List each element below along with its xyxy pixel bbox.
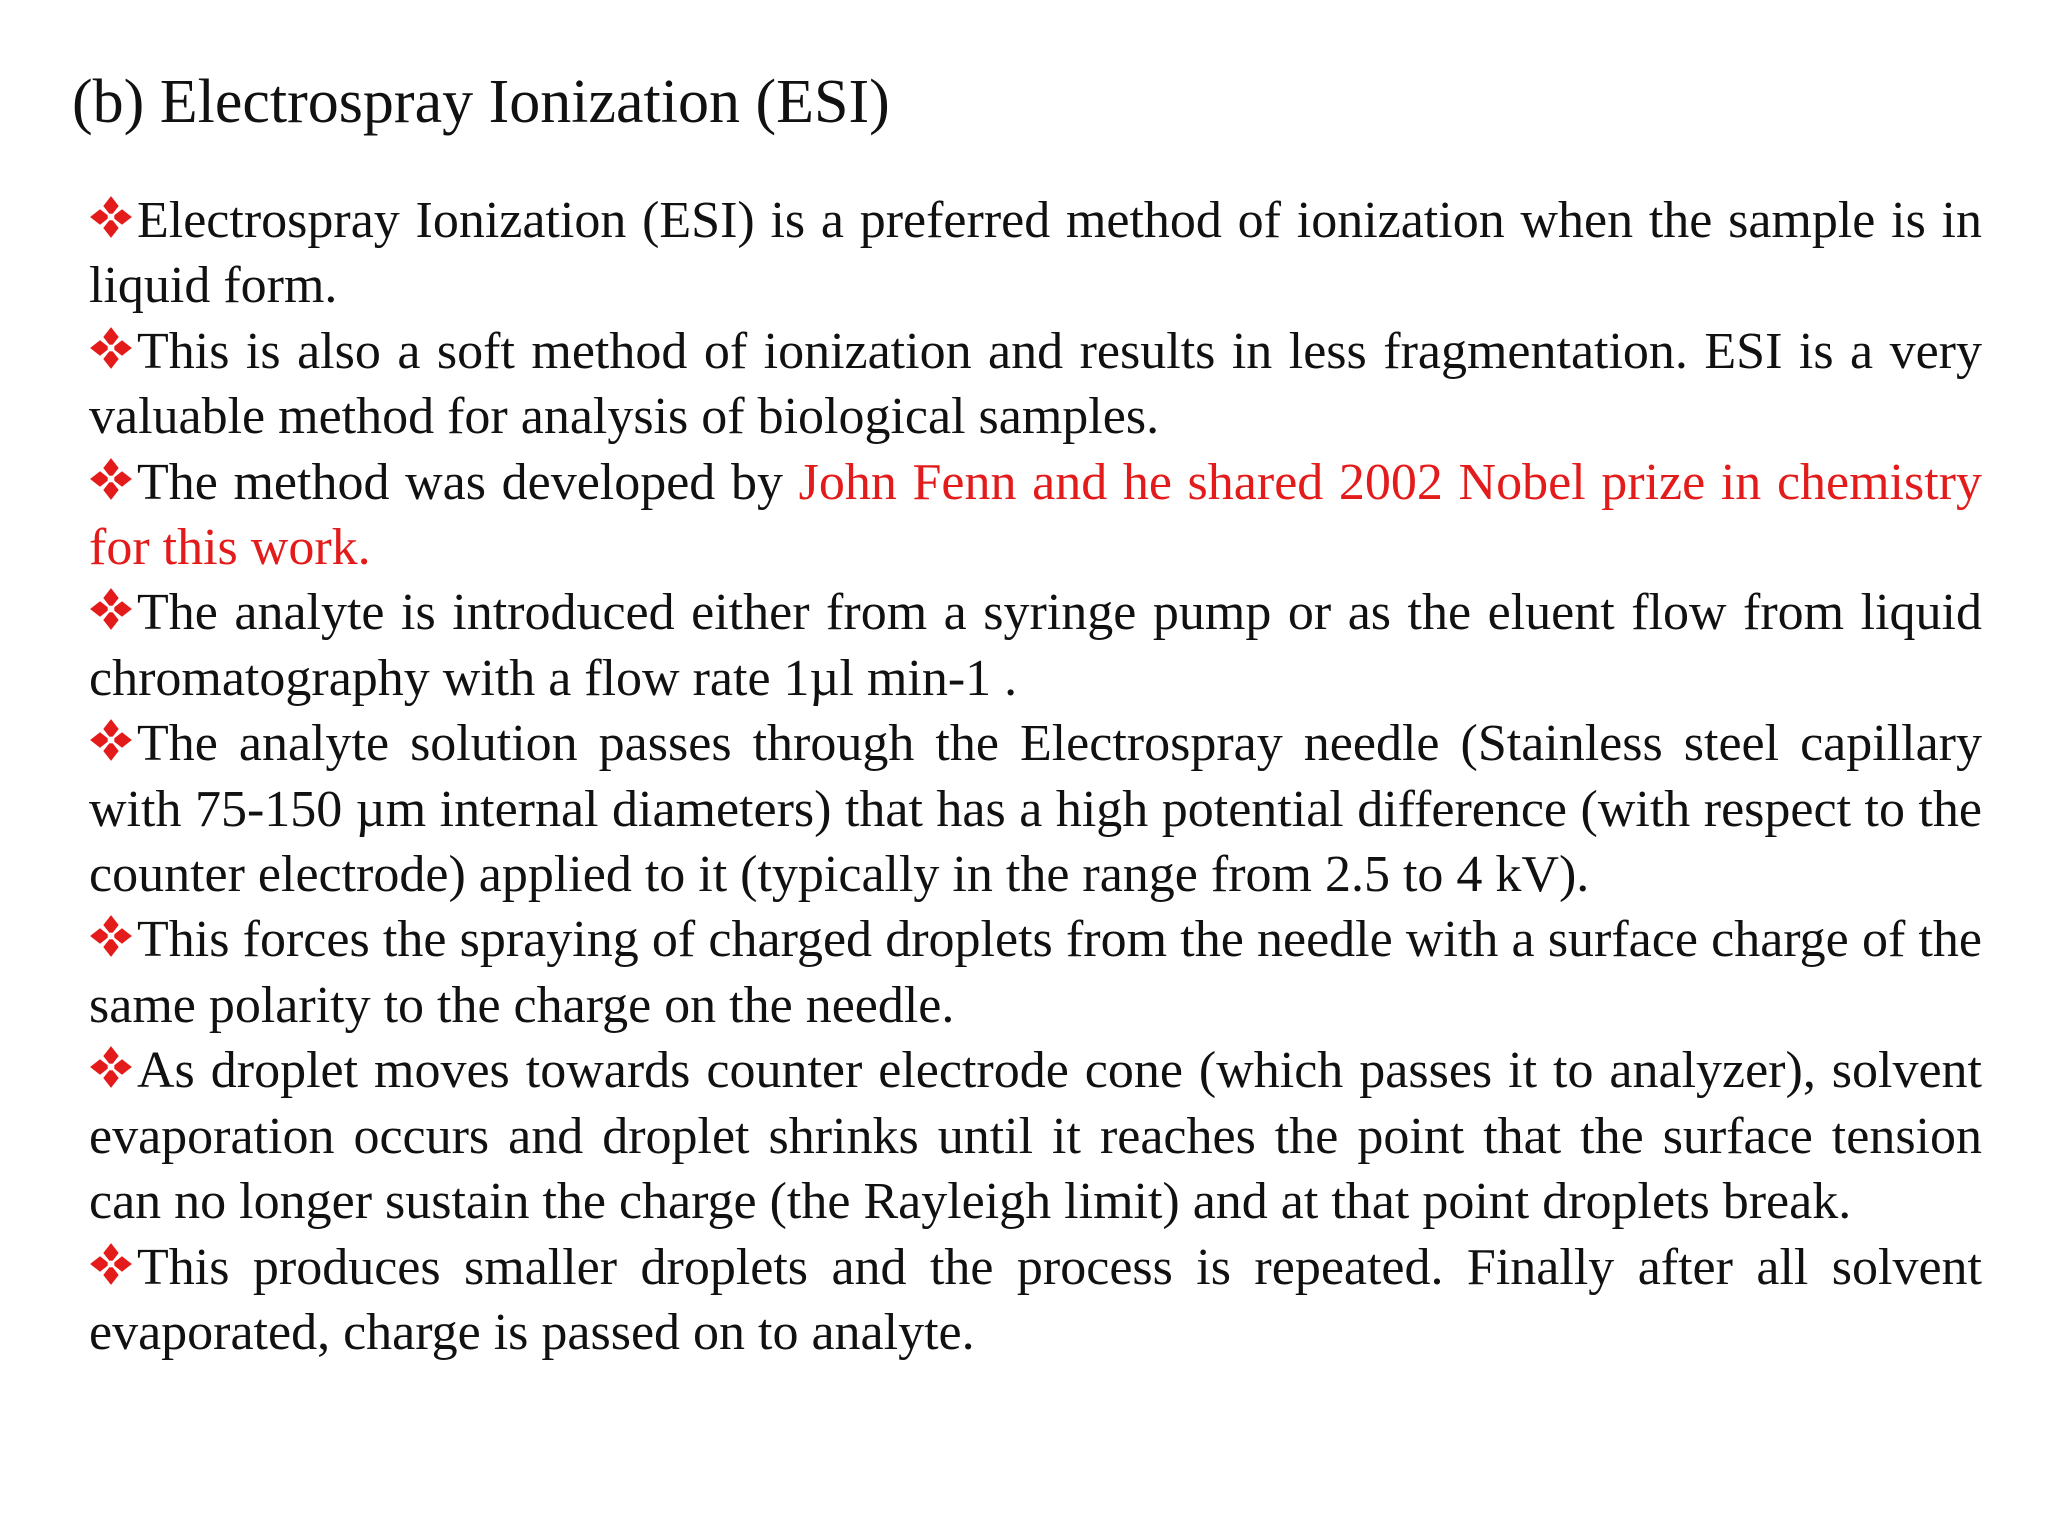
bullet-item — [89, 319, 1982, 450]
bullet-text: This is also a soft method of ionization and results in less fragmentation. ESI is a very valuable method for analysis of biological samples. — [89, 322, 1982, 446]
bullet-text: The method was developed by — [137, 453, 799, 511]
bullet-item — [89, 1235, 1982, 1366]
bullet-item — [89, 711, 1982, 907]
bullet-item — [89, 1038, 1982, 1234]
four-diamond-bullet-icon — [89, 1045, 133, 1089]
bullet-list — [89, 188, 1982, 1365]
four-diamond-bullet-icon — [89, 914, 133, 958]
slide-title: (b) Electrospray Ionization (ESI) — [72, 68, 890, 136]
bullet-item — [89, 450, 1982, 581]
four-diamond-bullet-icon — [89, 195, 133, 239]
four-diamond-bullet-icon — [89, 326, 133, 370]
bullet-text: As droplet moves towards counter electrode cone (which passes it to analyzer), solvent evaporation occurs and droplet shrinks until it reaches the point that the surface tension can no longer sustain the charge (the Rayleigh limit) and at that point droplets break. — [89, 1042, 1982, 1231]
bullet-item — [89, 907, 1982, 1038]
bullet-text: This forces the spraying of charged droplets from the needle with a surface charge of the same polarity to the charge on the needle. — [89, 911, 1982, 1034]
bullet-text: The analyte is introduced either from a syringe pump or as the eluent flow from liquid chromatography with a flow rate 1µl min-1 . — [89, 584, 1982, 707]
bullet-text: This produces smaller droplets and the process is repeated. Finally after all solvent evaporated, charge is passed on to analyte. — [89, 1238, 1982, 1361]
bullet-text: The analyte solution passes through the Electrospray needle (Stainless steel capillary with 75-150 µm internal diameters) that has a high potential difference (with respect to the counter electrode) applied to it (typically in the range from 2.5 to 4 kV). — [89, 715, 1982, 904]
four-diamond-bullet-icon — [89, 457, 133, 501]
four-diamond-bullet-icon — [89, 1242, 133, 1286]
bullet-item — [89, 580, 1982, 711]
bullet-text: Electrospray Ionization (ESI) is a preferred method of ionization when the sample is in liquid form. — [89, 192, 1982, 315]
four-diamond-bullet-icon — [89, 718, 133, 762]
four-diamond-bullet-icon — [89, 587, 133, 631]
nobel-prize-highlight: John Fenn and he shared 2002 Nobel prize in chemistry for this work. — [89, 453, 1982, 577]
bullet-item — [89, 188, 1982, 319]
